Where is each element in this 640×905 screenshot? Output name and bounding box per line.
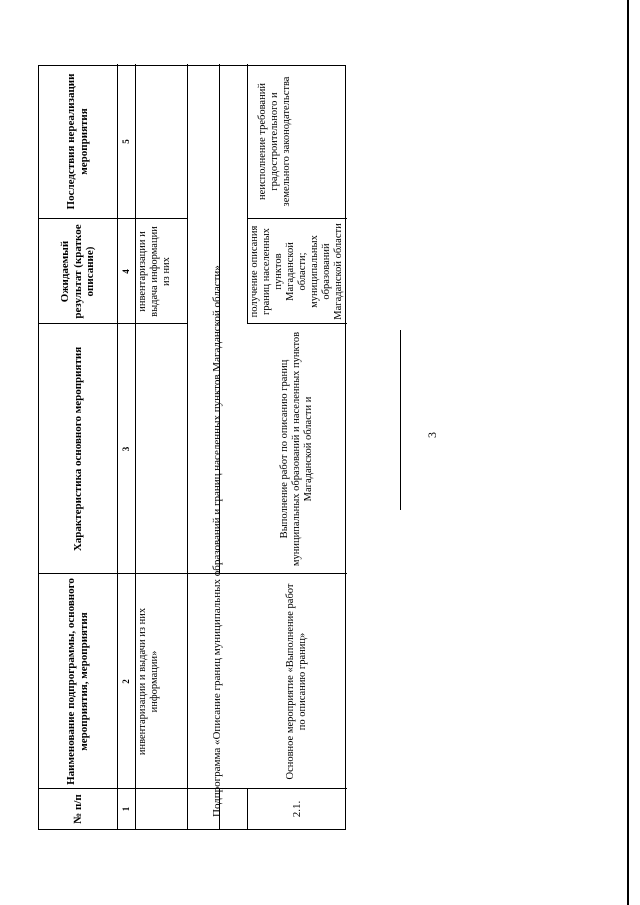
measures-table bbox=[38, 65, 346, 830]
bottom-rule bbox=[627, 0, 629, 905]
row-expected-result: получение описания границ населенных пунктов Магаданской области; муниципальных образований Магаданской области bbox=[249, 223, 345, 320]
header-number: № п/п bbox=[71, 794, 84, 824]
row-characteristic: Выполнение работ по описанию границ муниципальных образований и населенных пунктов Магаданской области и bbox=[278, 331, 315, 567]
row-consequence: неисполнение требований градостроительного и земельного законодательства bbox=[257, 76, 293, 207]
subprogram-title: Подпрограмма «Описание границ муниципальных образований и границ населенных пунктов Магаданской области» bbox=[211, 265, 223, 817]
column-number-1: 1 bbox=[120, 806, 131, 812]
row-measure-name: Основное мероприятие «Выполнение работ по описанию границ» bbox=[284, 583, 308, 780]
header-result: Ожидаемый результат (краткое описание) bbox=[59, 224, 97, 319]
column-number-5: 5 bbox=[120, 139, 131, 144]
signature-line bbox=[400, 330, 401, 510]
row-number: 2.1. bbox=[290, 800, 303, 818]
continuation-name-cell: инвентаризации и выдачи из них информации» bbox=[137, 607, 161, 756]
column-number-3: 3 bbox=[120, 446, 131, 452]
column-number-4: 4 bbox=[120, 269, 131, 274]
page-number: 3 bbox=[425, 432, 439, 438]
header-characteristic: Характеристика основного мероприятия bbox=[71, 346, 84, 552]
header-consequence: Последствия нереализации мероприятия bbox=[65, 73, 90, 210]
header-name: Наименование подпрограммы, основного мероприятия, мероприятия bbox=[65, 578, 90, 785]
column-number-2: 2 bbox=[120, 679, 131, 684]
continuation-result-cell: инвентаризации и выдача информации из них bbox=[137, 226, 173, 317]
